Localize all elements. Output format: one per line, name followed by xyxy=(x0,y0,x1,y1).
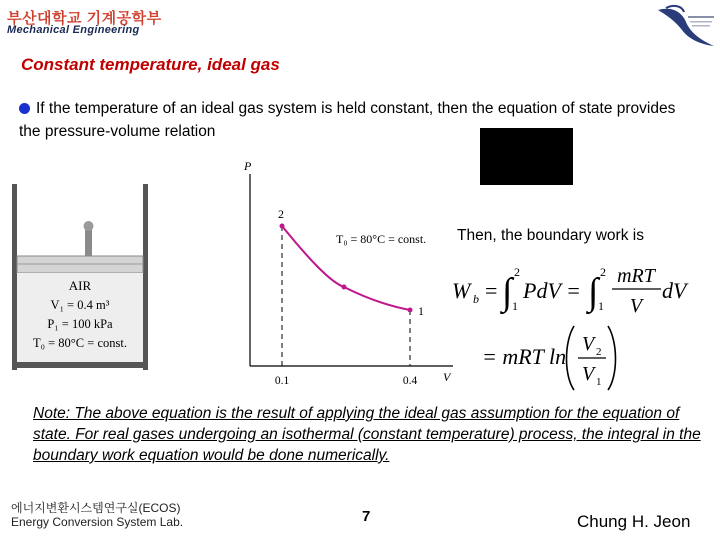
university-logo-icon xyxy=(652,2,718,52)
state1-point xyxy=(408,308,413,313)
lab-name-korean: 에너지변환시스템연구실(ECOS) xyxy=(11,501,181,515)
temperature-label: T₀ = 80°C = const. xyxy=(33,336,127,350)
bullet-text: If the temperature of an ideal gas system is held constant, then the equation of state provides the pressure-volume relation xyxy=(19,100,676,140)
state2-label: 2 xyxy=(278,207,284,221)
lab-name-english: Energy Conversion System Lab. xyxy=(11,515,184,529)
v-axis-label: V xyxy=(443,370,451,384)
pv-diagram xyxy=(238,158,453,390)
process-label: T₀ = 80°C = const. xyxy=(336,232,427,246)
gas-label: AIR xyxy=(68,278,92,293)
mrt-ln-term: = mRT ln xyxy=(482,344,567,369)
integral-sign-1: ∫ xyxy=(502,271,513,313)
tick-label-left: 0.1 xyxy=(274,375,290,387)
integral2-lower: 1 xyxy=(598,299,604,313)
tick-label-right: 0.4 xyxy=(402,375,418,387)
work-subscript: b xyxy=(473,292,479,306)
mid-point xyxy=(342,285,347,290)
black-rectangle xyxy=(480,128,573,185)
equals-sign-1: = xyxy=(485,278,498,303)
p-axis-label: P xyxy=(244,159,252,173)
integral2-upper: 2 xyxy=(600,265,606,279)
fraction-denominator: V xyxy=(629,295,643,317)
author-name: Chung H. Jeon xyxy=(577,512,691,531)
integral-sign-2: ∫ xyxy=(588,271,599,313)
integral1-lower: 1 xyxy=(512,299,518,313)
piston-cylinder-figure xyxy=(10,180,150,370)
pressure-label: P₁ = 100 kPa xyxy=(47,317,113,331)
pdv-term: PdV = xyxy=(523,278,581,303)
volume-label: V₁ = 0.4 m³ xyxy=(50,298,110,312)
ratio-denominator: V xyxy=(582,363,595,385)
bullet-paragraph xyxy=(19,97,699,143)
department-korean: 부산대학교 기계공학부 xyxy=(7,10,162,27)
integral1-upper: 2 xyxy=(514,265,520,279)
page-number: 7 xyxy=(362,508,371,525)
state2-point xyxy=(280,224,285,229)
boundary-work-equation xyxy=(450,258,710,394)
department-english: Mechanical Engineering xyxy=(7,24,140,36)
note-paragraph: Note: The above equation is the result of applying the ideal gas assumption for the equation of state. For real gases undergoing an isothermal (constant temperature) process, the integral in the boundary work equation would be done numerically. xyxy=(33,405,701,464)
slide-title: Constant temperature, ideal gas xyxy=(21,55,280,74)
bullet-dot-icon xyxy=(19,103,30,114)
dv-term: dV xyxy=(662,278,687,303)
ratio-denominator-subscript: 1 xyxy=(596,376,602,388)
right-paren xyxy=(608,326,616,390)
left-paren xyxy=(567,326,575,390)
boundary-work-intro: Then, the boundary work is xyxy=(457,227,644,244)
ratio-numerator: V xyxy=(582,333,595,355)
ratio-numerator-subscript: 2 xyxy=(596,346,602,358)
work-symbol: W xyxy=(452,278,471,303)
fraction-numerator: mRT xyxy=(617,265,655,287)
state1-label: 1 xyxy=(418,304,424,318)
